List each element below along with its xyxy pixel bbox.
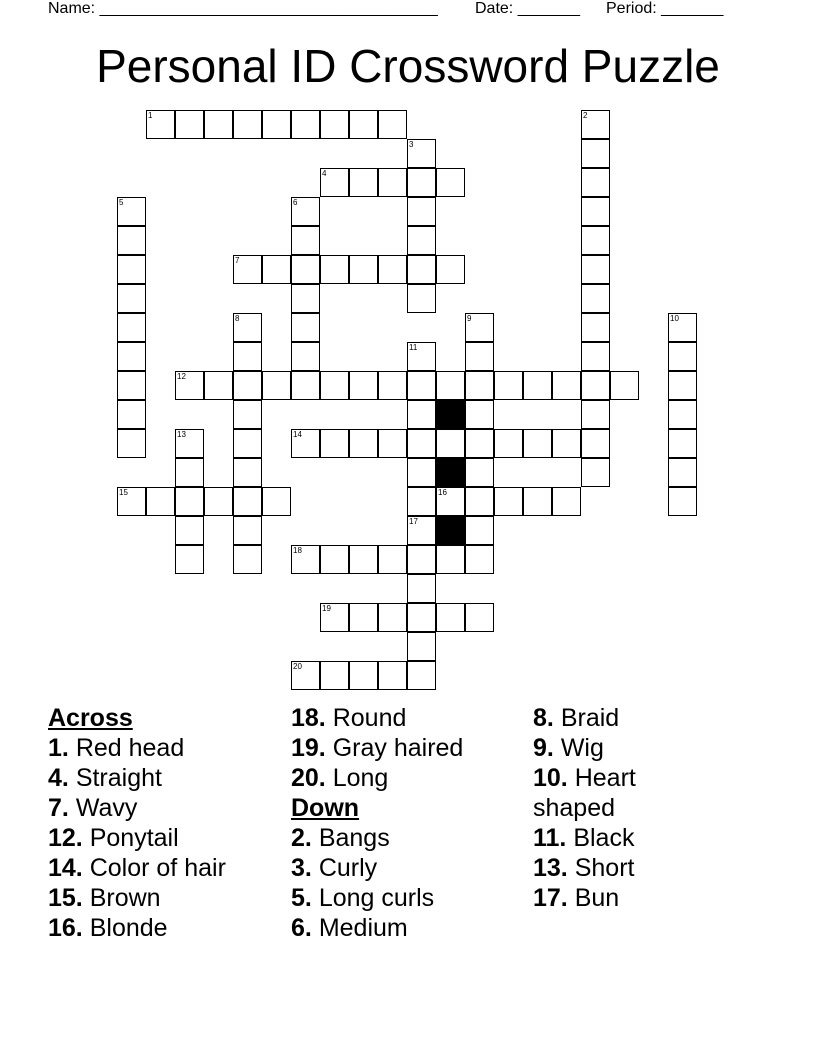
- clue-text: Straight: [75, 764, 162, 792]
- grid-cell[interactable]: [494, 429, 523, 458]
- grid-cell[interactable]: [436, 255, 465, 284]
- clue-text: Wig: [560, 734, 604, 762]
- grid-cell[interactable]: [291, 313, 320, 342]
- grid-cell[interactable]: [378, 661, 407, 690]
- clue-item: [291, 763, 463, 793]
- clue-number-label: 10: [670, 314, 679, 323]
- grid-cell[interactable]: [407, 574, 436, 603]
- grid-cell[interactable]: [291, 371, 320, 400]
- grid-cell[interactable]: [291, 255, 320, 284]
- grid-cell[interactable]: [378, 110, 407, 139]
- clue-number: 10.: [533, 764, 568, 792]
- grid-cell[interactable]: [117, 226, 146, 255]
- grid-cell[interactable]: [291, 284, 320, 313]
- clue-item: [291, 823, 463, 853]
- grid-cell[interactable]: [117, 313, 146, 342]
- grid-cell[interactable]: [436, 545, 465, 574]
- clue-item: [533, 853, 636, 883]
- grid-cell[interactable]: [581, 400, 610, 429]
- clue-item: [291, 853, 463, 883]
- clue-text: Long curls: [318, 884, 435, 912]
- clue-text: Red head: [75, 734, 185, 762]
- clue-text: Bangs: [318, 824, 390, 852]
- clue-number-label: 4: [322, 169, 327, 178]
- clue-item: [291, 883, 463, 913]
- grid-cell[interactable]: [436, 429, 465, 458]
- grid-cell[interactable]: [291, 342, 320, 371]
- grid-cell[interactable]: [465, 400, 494, 429]
- grid-cell[interactable]: [407, 255, 436, 284]
- grid-cell[interactable]: [378, 371, 407, 400]
- grid-cell[interactable]: [581, 197, 610, 226]
- grid-cell[interactable]: [117, 342, 146, 371]
- grid-cell[interactable]: [436, 603, 465, 632]
- grid-cell[interactable]: [407, 197, 436, 226]
- grid-cell[interactable]: [320, 661, 349, 690]
- clue-number-label: 17: [409, 517, 418, 526]
- grid-cell[interactable]: [523, 487, 552, 516]
- grid-cell[interactable]: [668, 429, 697, 458]
- grid-cell[interactable]: [320, 255, 349, 284]
- clue-item: [533, 703, 636, 733]
- clue-text: Blonde: [89, 914, 168, 942]
- clue-item: [533, 823, 636, 853]
- grid-cell[interactable]: [175, 545, 204, 574]
- grid-cell[interactable]: [349, 168, 378, 197]
- grid-cell[interactable]: [349, 429, 378, 458]
- grid-cell[interactable]: [494, 371, 523, 400]
- grid-cell[interactable]: [378, 168, 407, 197]
- clue-number: 4.: [48, 764, 69, 792]
- grid-cell[interactable]: [407, 458, 436, 487]
- clue-text: Wavy: [75, 794, 138, 822]
- date-field[interactable]: Date: _______: [475, 0, 580, 17]
- clue-number-label: 19: [322, 604, 331, 613]
- grid-cell[interactable]: [320, 110, 349, 139]
- grid-cell[interactable]: [291, 110, 320, 139]
- grid-cell[interactable]: [349, 110, 378, 139]
- clue-number-label: 9: [467, 314, 472, 323]
- grid-cell[interactable]: [581, 168, 610, 197]
- clue-number: 7.: [48, 794, 69, 822]
- clue-number: 16.: [48, 914, 83, 942]
- clue-item: [48, 823, 226, 853]
- grid-cell[interactable]: [262, 487, 291, 516]
- clue-number: 18.: [291, 704, 326, 732]
- grid-cell[interactable]: [610, 371, 639, 400]
- clue-item: [533, 883, 636, 913]
- clue-item: [533, 763, 636, 793]
- down-heading: Down: [291, 794, 360, 822]
- grid-cell[interactable]: [233, 342, 262, 371]
- clue-number: 3.: [291, 854, 312, 882]
- clue-text-continued: shaped: [533, 794, 616, 822]
- grid-cell[interactable]: [349, 603, 378, 632]
- clue-text: Short: [574, 854, 635, 882]
- grid-cell[interactable]: [262, 110, 291, 139]
- grid-cell[interactable]: [668, 342, 697, 371]
- clue-column-2: [291, 703, 463, 943]
- clue-column-3: [533, 703, 636, 913]
- clue-number: 14.: [48, 854, 83, 882]
- clue-number: 12.: [48, 824, 83, 852]
- across-heading: Across: [48, 704, 133, 732]
- clue-number: 5.: [291, 884, 312, 912]
- page-title: Personal ID Crossword Puzzle: [96, 40, 720, 92]
- grid-cell[interactable]: [581, 284, 610, 313]
- grid-cell[interactable]: [436, 168, 465, 197]
- grid-cell[interactable]: [407, 603, 436, 632]
- clue-number-label: 16: [438, 488, 447, 497]
- grid-cell[interactable]: [349, 371, 378, 400]
- name-field[interactable]: Name: ______________________________________: [48, 0, 438, 17]
- clue-text: Braid: [560, 704, 620, 732]
- clue-text: Ponytail: [89, 824, 179, 852]
- grid-cell[interactable]: [407, 284, 436, 313]
- grid-cell[interactable]: [175, 110, 204, 139]
- grid-cell[interactable]: [668, 487, 697, 516]
- grid-cell[interactable]: [581, 139, 610, 168]
- clue-number: 19.: [291, 734, 326, 762]
- grid-cell[interactable]: [668, 458, 697, 487]
- grid-cell[interactable]: [233, 429, 262, 458]
- black-square: [436, 400, 465, 429]
- clue-number: 2.: [291, 824, 312, 852]
- grid-cell[interactable]: [320, 429, 349, 458]
- grid-cell[interactable]: [233, 487, 262, 516]
- grid-cell[interactable]: [581, 255, 610, 284]
- grid-cell[interactable]: [552, 371, 581, 400]
- grid-cell[interactable]: [581, 429, 610, 458]
- clue-item: [48, 763, 226, 793]
- grid-cell[interactable]: [233, 545, 262, 574]
- grid-cell[interactable]: [523, 371, 552, 400]
- grid-cell[interactable]: [407, 545, 436, 574]
- clue-text: Gray haired: [332, 734, 464, 762]
- grid-cell[interactable]: [465, 429, 494, 458]
- clue-item: [48, 913, 226, 943]
- clue-number-label: 7: [235, 256, 240, 265]
- grid-cell[interactable]: [465, 487, 494, 516]
- grid-cell[interactable]: [146, 487, 175, 516]
- grid-cell[interactable]: [407, 226, 436, 255]
- clue-number-label: 5: [119, 198, 124, 207]
- grid-cell[interactable]: [117, 371, 146, 400]
- grid-cell[interactable]: [117, 255, 146, 284]
- grid-cell[interactable]: [291, 226, 320, 255]
- clue-number: 20.: [291, 764, 326, 792]
- grid-cell[interactable]: [204, 487, 233, 516]
- grid-cell[interactable]: [436, 371, 465, 400]
- grid-cell[interactable]: [378, 429, 407, 458]
- clue-number-label: 20: [293, 662, 302, 671]
- grid-cell[interactable]: [581, 342, 610, 371]
- clue-item: [291, 733, 463, 763]
- clue-number-label: 14: [293, 430, 302, 439]
- clue-item: [291, 913, 463, 943]
- clue-number-label: 1: [148, 111, 153, 120]
- clue-number-label: 13: [177, 430, 186, 439]
- grid-cell[interactable]: [320, 545, 349, 574]
- grid-cell[interactable]: [117, 400, 146, 429]
- grid-cell[interactable]: [378, 255, 407, 284]
- grid-cell[interactable]: [204, 371, 233, 400]
- clue-text: Curly: [318, 854, 378, 882]
- grid-cell[interactable]: [349, 661, 378, 690]
- clue-item: [291, 703, 463, 733]
- grid-cell[interactable]: [407, 429, 436, 458]
- clue-number: 8.: [533, 704, 554, 732]
- grid-cell[interactable]: [175, 516, 204, 545]
- grid-cell[interactable]: [494, 487, 523, 516]
- clue-text: Heart: [574, 764, 636, 792]
- grid-cell[interactable]: [349, 255, 378, 284]
- grid-cell[interactable]: [117, 429, 146, 458]
- grid-cell[interactable]: [262, 255, 291, 284]
- grid-cell[interactable]: [320, 371, 349, 400]
- clue-number-label: 3: [409, 140, 414, 149]
- grid-cell[interactable]: [262, 371, 291, 400]
- clue-text: Medium: [318, 914, 408, 942]
- grid-cell[interactable]: [407, 168, 436, 197]
- grid-cell[interactable]: [407, 487, 436, 516]
- clue-text: Round: [332, 704, 407, 732]
- grid-cell[interactable]: [407, 661, 436, 690]
- clue-number: 17.: [533, 884, 568, 912]
- grid-cell[interactable]: [117, 284, 146, 313]
- grid-cell[interactable]: [407, 371, 436, 400]
- clue-number-label: 18: [293, 546, 302, 555]
- grid-cell[interactable]: [465, 371, 494, 400]
- clue-number: 9.: [533, 734, 554, 762]
- clue-number: 1.: [48, 734, 69, 762]
- grid-cell[interactable]: [204, 110, 233, 139]
- grid-cell[interactable]: [668, 400, 697, 429]
- clue-number-label: 8: [235, 314, 240, 323]
- grid-cell[interactable]: [233, 110, 262, 139]
- grid-cell[interactable]: [581, 226, 610, 255]
- grid-cell[interactable]: [465, 458, 494, 487]
- grid-cell[interactable]: [175, 487, 204, 516]
- grid-cell[interactable]: [465, 603, 494, 632]
- grid-cell[interactable]: [581, 458, 610, 487]
- clue-text: Bun: [574, 884, 620, 912]
- clue-number-label: 12: [177, 372, 186, 381]
- grid-cell[interactable]: [407, 400, 436, 429]
- clue-item: [48, 793, 226, 823]
- grid-cell[interactable]: [175, 458, 204, 487]
- clue-item: [48, 853, 226, 883]
- black-square: [436, 516, 465, 545]
- clue-number: 11.: [533, 824, 567, 852]
- grid-cell[interactable]: [581, 313, 610, 342]
- clue-number: 15.: [48, 884, 83, 912]
- clue-item: [48, 733, 226, 763]
- grid-cell[interactable]: [581, 371, 610, 400]
- grid-cell[interactable]: [233, 458, 262, 487]
- grid-cell[interactable]: [378, 545, 407, 574]
- grid-cell[interactable]: [349, 545, 378, 574]
- clue-number-label: 11: [409, 343, 418, 352]
- grid-cell[interactable]: [378, 603, 407, 632]
- clue-text: Black: [573, 824, 635, 852]
- grid-cell[interactable]: [407, 632, 436, 661]
- grid-cell[interactable]: [233, 400, 262, 429]
- grid-cell[interactable]: [233, 371, 262, 400]
- period-field[interactable]: Period: _______: [606, 0, 724, 17]
- clue-number-label: 6: [293, 198, 298, 207]
- grid-cell[interactable]: [552, 429, 581, 458]
- clue-number-label: 2: [583, 111, 588, 120]
- grid-cell[interactable]: [552, 487, 581, 516]
- clue-number: 13.: [533, 854, 568, 882]
- clue-text: Color of hair: [89, 854, 226, 882]
- grid-cell[interactable]: [465, 342, 494, 371]
- grid-cell[interactable]: [465, 516, 494, 545]
- clue-item: [48, 883, 226, 913]
- grid-cell[interactable]: [465, 545, 494, 574]
- black-square: [436, 458, 465, 487]
- clue-column-1: [48, 703, 226, 943]
- clue-text: Brown: [89, 884, 161, 912]
- grid-cell[interactable]: [523, 429, 552, 458]
- clue-number: 6.: [291, 914, 312, 942]
- clue-item: [533, 733, 636, 763]
- clue-number-label: 15: [119, 488, 128, 497]
- clue-text: Long: [332, 764, 389, 792]
- grid-cell[interactable]: [233, 516, 262, 545]
- grid-cell[interactable]: [668, 371, 697, 400]
